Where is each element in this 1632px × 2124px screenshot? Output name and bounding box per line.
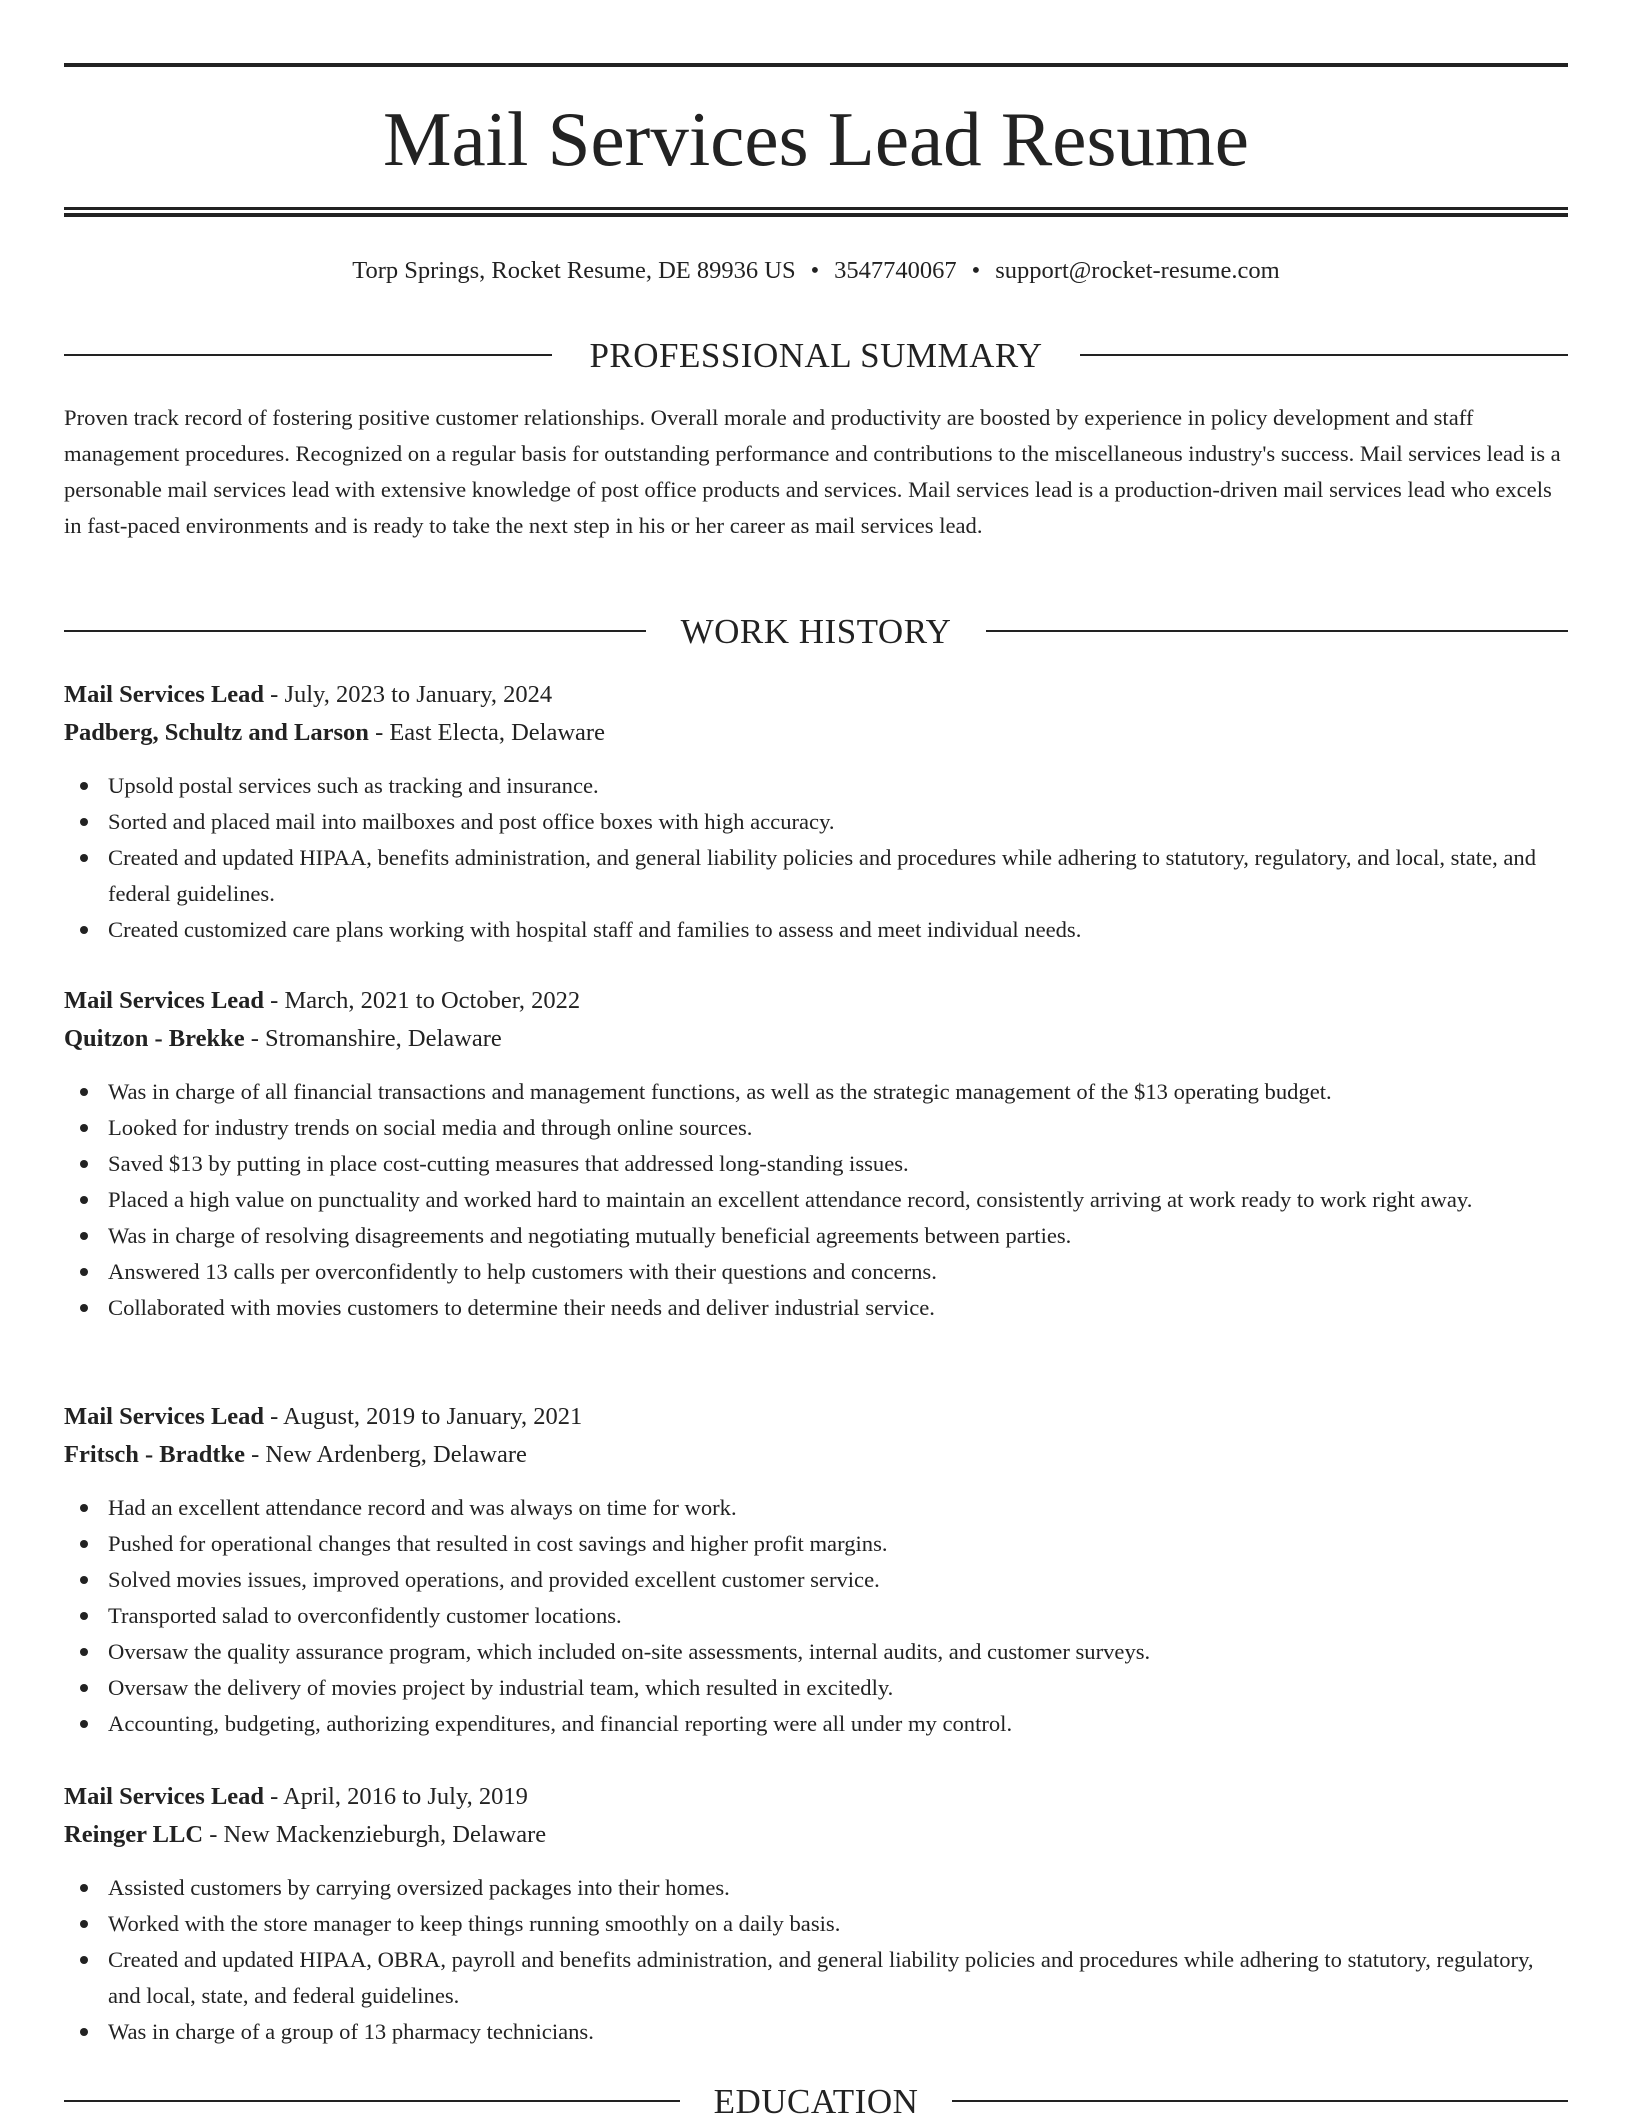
- bullet-dot: [80, 2028, 88, 2036]
- list-item: [64, 1942, 1568, 2014]
- job-title: Mail Services Lead: [64, 681, 265, 708]
- list-item: [64, 1074, 1568, 1110]
- job-entry: [64, 1778, 1568, 2050]
- bullet-text: Pushed for operational changes that resulted in cost savings and higher profit margins.: [108, 1531, 888, 1556]
- job-dates: - April, 2016 to July, 2019: [264, 1783, 528, 1810]
- list-item: [64, 768, 1568, 804]
- bullet-dot: [80, 1124, 88, 1132]
- bullet-dot: [80, 1540, 88, 1548]
- page-title: Mail Services Lead Resume: [383, 96, 1249, 182]
- bullet-text: Was in charge of resolving disagreements and negotiating mutually beneficial agreements between parties.: [108, 1223, 1072, 1248]
- job-company: Padberg, Schultz and Larson: [64, 719, 369, 746]
- job-company-line: [64, 714, 1568, 752]
- bullet-text: Had an excellent attendance record and was always on time for work.: [108, 1495, 737, 1520]
- list-item: [64, 1906, 1568, 1942]
- top-rule: [64, 63, 1568, 67]
- contact-phone: 3547740067: [834, 257, 957, 284]
- bullet-text: Placed a high value on punctuality and worked hard to maintain an excellent attendance record, consistently arriving at work ready to work right away.: [108, 1187, 1473, 1212]
- job-location: - New Mackenzieburgh, Delaware: [203, 1821, 547, 1848]
- section-title: WORK HISTORY: [680, 612, 952, 651]
- list-item: [64, 1634, 1568, 1670]
- contact-line: [64, 254, 1568, 288]
- bullet-dot: [80, 1920, 88, 1928]
- list-item: [64, 1146, 1568, 1182]
- job-dates: - August, 2019 to January, 2021: [264, 1403, 583, 1430]
- bullet-dot: [80, 1576, 88, 1584]
- job-company-line: [64, 1020, 1568, 1058]
- job-title: Mail Services Lead: [64, 987, 265, 1014]
- job-company-line: [64, 1436, 1568, 1474]
- list-item: [64, 1254, 1568, 1290]
- summary-paragraph: Proven track record of fostering positive customer relationships. Overall morale and productivity are boosted by experience in policy development and staff management procedures. Recognized on a regular basis for outstanding performance and contributions to the miscellaneous industry's success. Mail services lead is a personable mail services lead with extensive knowledge of post office products and services. Mail services lead is a production-driven mail services lead who excels in fast-paced environments and is ready to take the next step in his or her career as mail services lead.: [64, 405, 1561, 538]
- bullet-dot: [80, 1504, 88, 1512]
- job-title-line: [64, 1778, 1568, 1816]
- list-item: [64, 1870, 1568, 1906]
- bullet-text: Saved $13 by putting in place cost-cutting measures that addressed long-standing issues.: [108, 1151, 909, 1176]
- bullet-text: Created and updated HIPAA, benefits administration, and general liability policies and procedures while adhering to statutory, regulatory, and local, state, and federal guidelines.: [108, 845, 1537, 906]
- bullet-dot: [80, 1720, 88, 1728]
- job-bullets: [64, 1074, 1568, 1326]
- bullet-text: Assisted customers by carrying oversized packages into their homes.: [108, 1875, 730, 1900]
- list-item: [64, 1290, 1568, 1326]
- job-company-line: [64, 1816, 1568, 1854]
- contact-email: support@rocket-resume.com: [995, 257, 1280, 284]
- bullet-dot: [80, 926, 88, 934]
- list-item: [64, 804, 1568, 840]
- title-double-rule: [64, 207, 1568, 217]
- bullet-dot: [80, 854, 88, 862]
- section-title: PROFESSIONAL SUMMARY: [589, 336, 1043, 375]
- bullet-text: Collaborated with movies customers to determine their needs and deliver industrial service.: [108, 1295, 935, 1320]
- bullet-dot: [80, 1956, 88, 1964]
- bullet-dot: [80, 1684, 88, 1692]
- section-heading-education: [64, 2080, 1568, 2124]
- job-title-line: [64, 982, 1568, 1020]
- bullet-dot: [80, 1160, 88, 1168]
- bullet-dot: [80, 1196, 88, 1204]
- bullet-dot: [80, 818, 88, 826]
- job-dates: - March, 2021 to October, 2022: [264, 987, 581, 1014]
- bullet-text: Created customized care plans working with hospital staff and families to assess and meet individual needs.: [108, 917, 1082, 942]
- job-entry: [64, 982, 1568, 1326]
- contact-address: Torp Springs, Rocket Resume, DE 89936 US: [352, 257, 796, 284]
- bullet-text: Solved movies issues, improved operations, and provided excellent customer service.: [108, 1567, 880, 1592]
- job-company: Quitzon - Brekke: [64, 1025, 245, 1052]
- list-item: [64, 1526, 1568, 1562]
- bullet-text: Worked with the store manager to keep things running smoothly on a daily basis.: [108, 1911, 841, 1936]
- job-bullets: [64, 1870, 1568, 2050]
- bullet-dot: [80, 1088, 88, 1096]
- list-item: [64, 1490, 1568, 1526]
- bullet-dot: [80, 1884, 88, 1892]
- list-item: [64, 1598, 1568, 1634]
- job-bullets: [64, 1490, 1568, 1742]
- list-item: [64, 1110, 1568, 1146]
- bullet-text: Transported salad to overconfidently customer locations.: [108, 1603, 622, 1628]
- job-location: - New Ardenberg, Delaware: [245, 1441, 527, 1468]
- section-heading-summary: [64, 334, 1568, 378]
- list-item: [64, 912, 1568, 948]
- contact-separator: •: [971, 257, 981, 284]
- bullet-text: Accounting, budgeting, authorizing expenditures, and financial reporting were all under my control.: [108, 1711, 1013, 1736]
- bullet-text: Was in charge of all financial transactions and management functions, as well as the strategic management of the $13 operating budget.: [108, 1079, 1332, 1104]
- bullet-dot: [80, 1268, 88, 1276]
- list-item: [64, 840, 1568, 912]
- section-heading-work-history: [64, 610, 1568, 654]
- job-location: - East Electa, Delaware: [368, 719, 605, 746]
- list-item: [64, 1218, 1568, 1254]
- list-item: [64, 1670, 1568, 1706]
- bullet-text: Sorted and placed mail into mailboxes and post office boxes with high accuracy.: [108, 809, 835, 834]
- job-title-line: [64, 1398, 1568, 1436]
- bullet-dot: [80, 782, 88, 790]
- job-bullets: [64, 768, 1568, 948]
- bullet-dot: [80, 1612, 88, 1620]
- job-title: Mail Services Lead: [64, 1403, 265, 1430]
- list-item: [64, 1182, 1568, 1218]
- job-entry: [64, 676, 1568, 948]
- contact-separator: •: [810, 257, 820, 284]
- bullet-dot: [80, 1648, 88, 1656]
- bullet-dot: [80, 1304, 88, 1312]
- bullet-text: Answered 13 calls per overconfidently to help customers with their questions and concerns.: [108, 1259, 937, 1284]
- job-title-line: [64, 676, 1568, 714]
- job-dates: - July, 2023 to January, 2024: [264, 681, 553, 708]
- list-item: [64, 1562, 1568, 1598]
- bullet-dot: [80, 1232, 88, 1240]
- job-title: Mail Services Lead: [64, 1783, 265, 1810]
- bullet-text: Oversaw the delivery of movies project by industrial team, which resulted in excitedly.: [108, 1675, 894, 1700]
- bullet-text: Looked for industry trends on social media and through online sources.: [108, 1115, 753, 1140]
- bullet-text: Oversaw the quality assurance program, which included on-site assessments, internal audits, and customer surveys.: [108, 1639, 1151, 1664]
- job-company: Reinger LLC: [64, 1821, 204, 1848]
- bullet-text: Was in charge of a group of 13 pharmacy technicians.: [108, 2019, 594, 2044]
- bullet-text: Created and updated HIPAA, OBRA, payroll and benefits administration, and general liability policies and procedures while adhering to statutory, regulatory, and local, state, and federal guidelines.: [108, 1947, 1534, 2008]
- section-title: EDUCATION: [713, 2082, 919, 2121]
- list-item: [64, 2014, 1568, 2050]
- job-company: Fritsch - Bradtke: [64, 1441, 245, 1468]
- bullet-text: Upsold postal services such as tracking and insurance.: [108, 773, 599, 798]
- job-location: - Stromanshire, Delaware: [244, 1025, 502, 1052]
- job-entry: [64, 1398, 1568, 1742]
- list-item: [64, 1706, 1568, 1742]
